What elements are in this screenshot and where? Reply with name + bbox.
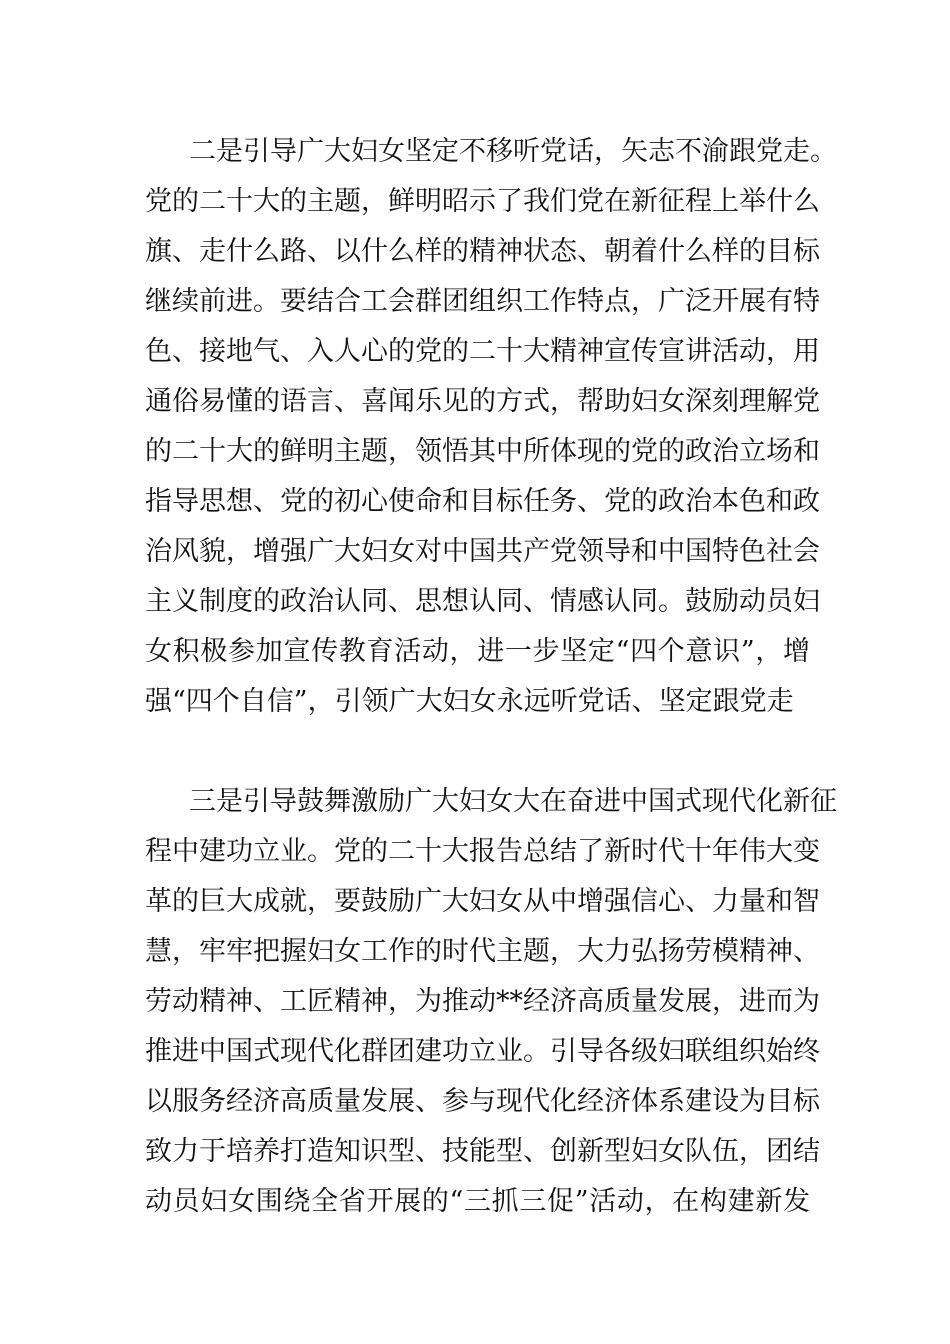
- text-line: 三是引导鼓舞激励广大妇女大在奋进中国式现代化新征: [189, 786, 837, 817]
- text-line: 致力于培养打造知识型、技能型、创新型妇女队伍，团结: [145, 1136, 820, 1167]
- paragraph-1: [145, 127, 837, 727]
- text-line: 动员妇女围绕全省开展的“三抓三促”活动，在构建新发: [145, 1186, 810, 1217]
- text-line: 强“四个自信”，引领广大妇女永远听党话、坚定跟党走: [145, 686, 794, 717]
- text-line: 推进中国式现代化群团建功立业。引导各级妇联组织始终: [145, 1036, 820, 1067]
- text-line: 通俗易懂的语言、喜闻乐见的方式，帮助妇女深刻理解党: [145, 386, 820, 417]
- paragraph-2: [145, 777, 837, 1227]
- text-line: 指导思想、党的初心使命和目标任务、党的政治本色和政: [145, 486, 820, 517]
- text-line: 党的二十大的主题，鲜明昭示了我们党在新征程上举什么: [145, 186, 820, 217]
- text-line: 劳动精神、工匠精神，为推动**经济高质量发展，进而为: [145, 986, 820, 1017]
- text-line: 治风貌，增强广大妇女对中国共产党领导和中国特色社会: [145, 536, 820, 567]
- text-line: 主义制度的政治认同、思想认同、情感认同。鼓励动员妇: [145, 586, 820, 617]
- text-line: 革的巨大成就，要鼓励广大妇女从中增强信心、力量和智: [145, 886, 820, 917]
- text-line: 旗、走什么路、以什么样的精神状态、朝着什么样的目标: [145, 236, 820, 267]
- text-line: 女积极参加宣传教育活动，进一步坚定“四个意识”，增: [145, 636, 810, 667]
- text-line: 色、接地气、入人心的党的二十大精神宣传宣讲活动，用: [145, 336, 820, 367]
- text-line: 继续前进。要结合工会群团组织工作特点，广泛开展有特: [145, 286, 820, 317]
- text-line: 以服务经济高质量发展、参与现代化经济体系建设为目标: [145, 1086, 820, 1117]
- text-line: 二是引导广大妇女坚定不移听党话，矢志不渝跟党走。: [189, 136, 837, 167]
- text-line: 慧，牢牢把握妇女工作的时代主题，大力弘扬劳模精神、: [145, 936, 820, 967]
- text-line: 的二十大的鲜明主题，领悟其中所体现的党的政治立场和: [145, 436, 820, 467]
- text-line: 程中建功立业。党的二十大报告总结了新时代十年伟大变: [145, 836, 820, 867]
